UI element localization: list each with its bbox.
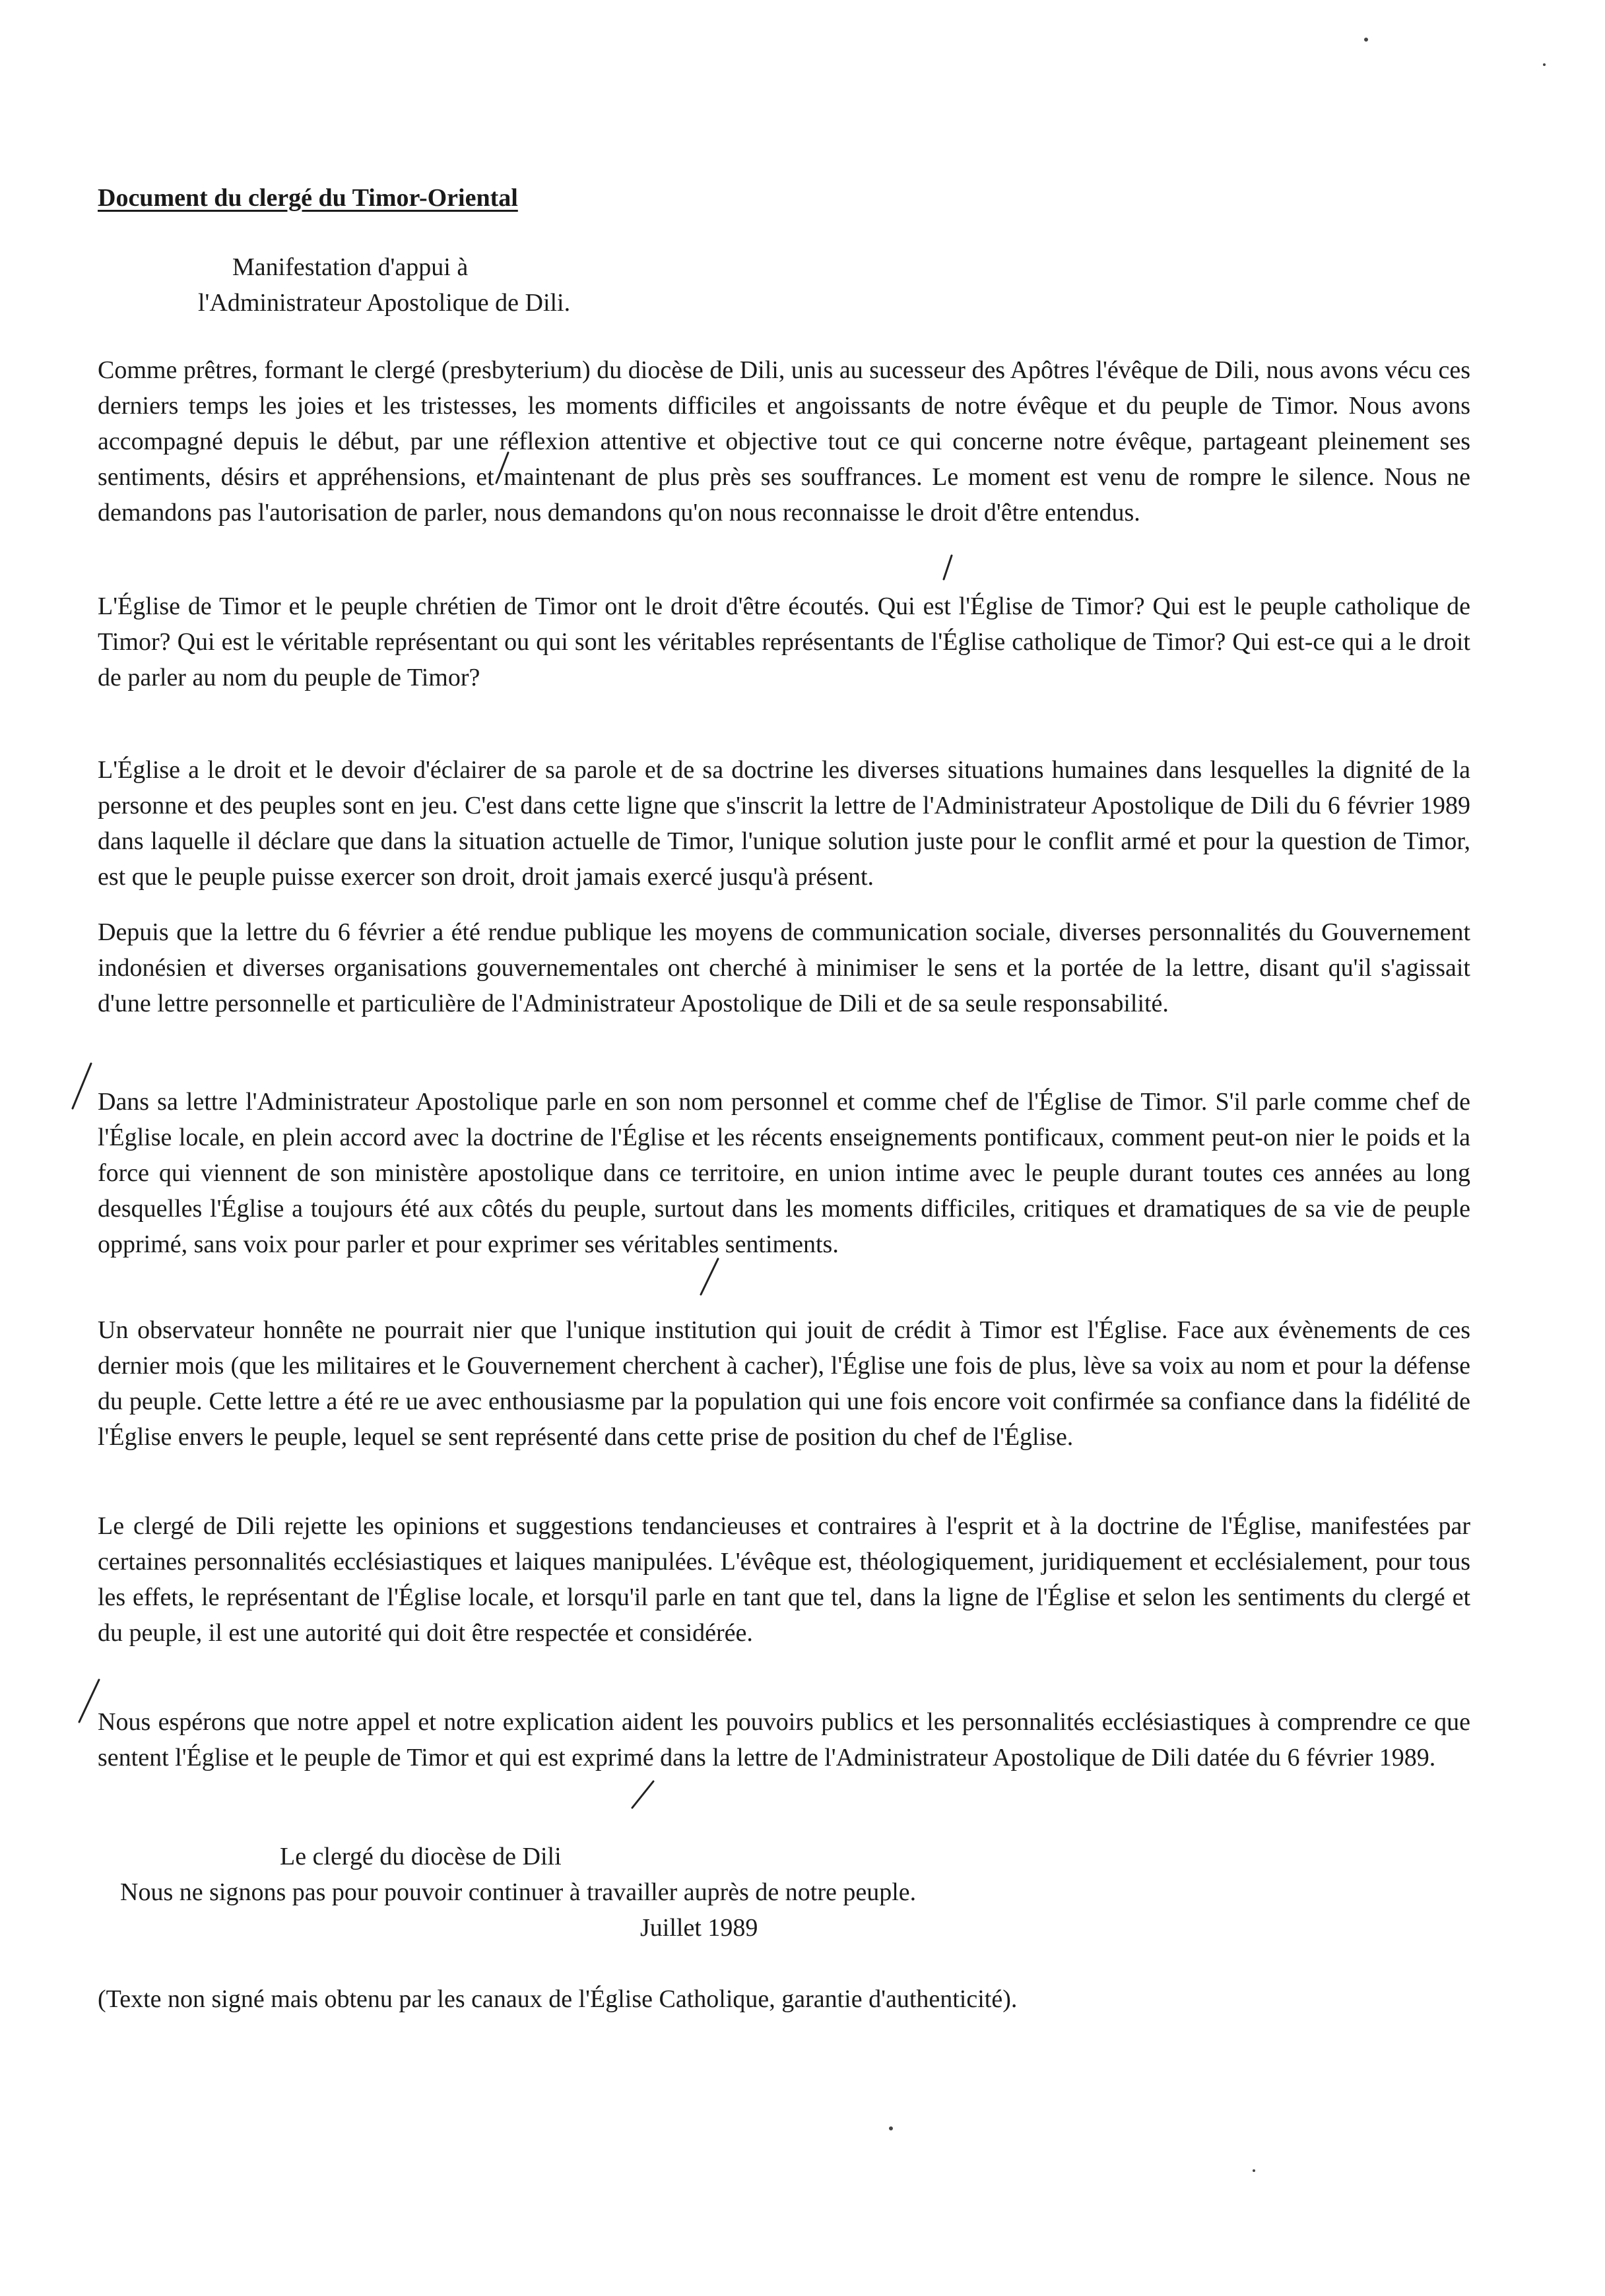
paragraph-5: Dans sa lettre l'Administrateur Apostolique parle en son nom personnel et comme chef de l'Église de Timor. S'il parle comme chef de l'Église locale, en plein accord avec la doctrine de l'Église et les récents enseignements pontificaux, comment peut-on nier le poids et la force qui viennent de son ministère apostolique dans ce territoire, en union intime avec le peuple durant toutes ces années au long desquelles l'Église a toujours été aux côtés du peuple, surtout dans les moments difficiles, critiques et dramatiques de sa vie de peuple opprimé, sans voix pour parler et pour exprimer ses véritables sentiments. [98,1088,1470,1258]
scan-speck [1543,63,1546,66]
paragraph-1: Comme prêtres, formant le clergé (presbyterium) du diocèse de Dili, unis au sucesseur des Apôtres l'évêque de Dili, nous avons vécu ces derniers temps les joies et les tristesses, les moments difficiles et angoissants de notre évêque et du peuple de Timor. Nous avons accompagné depuis le début, par une réflexion attentive et objective tout ce qui concerne notre évêque, partageant pleinement ses sentiments, désirs et appréhensions, et maintenant de plus près ses souffrances. Le moment est venu de rompre le silence. Nous ne demandons pas l'autorisation de parler, nous demandons qu'on nous reconnaisse le droit d'être entendus. [98,356,1470,526]
paragraph-8: Nous espérons que notre appel et notre explication aident les pouvoirs publics et les personnalités ecclésiastiques à comprendre ce que sentent l'Église et le peuple de Timor et qui est exprimé dans la lettre de l'Administrateur Apostolique de Dili datée du 6 février 1989. [98,1708,1470,1771]
paragraph-3: L'Église a le droit et le devoir d'éclairer de sa parole et de sa doctrine les diverses situations humaines dans lesquelles la dignité de la personne et des peuples sont en jeu. C'est dans cette ligne que s'inscrit la lettre de l'Administrateur Apostolique de Dili du 6 février 1989 dans laquelle il déclare que dans la situation actuelle de Timor, l'unique solution juste pour le conflit armé et pour la question de Timor, est que le peuple puisse exercer son droit, droit jamais exercé jusqu'à présent. [98,756,1470,891]
paragraph-2: L'Église de Timor et le peuple chrétien de Timor ont le droit d'être écoutés. Qui est l'Église de Timor? Qui est le peuple catholique de Timor? Qui est le véritable représentant ou qui sont les véritables représentants de l'Église catholique de Timor? Qui est-ce qui a le droit de parler au nom du peuple de Timor? [98,592,1470,691]
paragraph-4: Depuis que la lettre du 6 février a été rendue publique les moyens de communication sociale, diverses personnalités du Gouvernement indonésien et diverses organisations gouvernementales ont cherché à minimiser le sens et la portée de la lettre, disant qu'il s'agissait d'une lettre personnelle et particulière de l'Administrateur Apostolique de Dili et de sa seule responsabilité. [98,918,1470,1017]
paragraph-7: Le clergé de Dili rejette les opinions et suggestions tendancieuses et contraires à l'esprit et à la doctrine de l'Église, manifestées par certaines personnalités ecclésiastiques et laiques manipulées. L'évêque est, théologiquement, juridiquement et ecclésialement, pour tous les effets, le représentant de l'Église locale, et lorsqu'il parle en tant que tel, dans la ligne de l'Église et selon les sentiments du clergé et du peuple, il est une autorité qui doit être respectée et considérée. [98,1512,1470,1647]
signature-line: Le clergé du diocèse de Dili [280,1843,562,1870]
scan-speck [1253,2169,1255,2172]
pen-slash-mark [79,1680,99,1722]
document-heading: Document du clergé du Timor-Oriental [98,184,518,212]
subtitle-line-1: Manifestation d'appui à [232,253,469,281]
subtitle-line-2: l'Administrateur Apostolique de Dili. [198,289,571,317]
pen-slash-mark [632,1781,653,1808]
document-date: Juillet 1989 [640,1914,758,1942]
paragraph-6: Un observateur honnête ne pourrait nier que l'unique institution qui jouit de crédit à Timor est l'Église. Face aux évènements de ces dernier mois (que les militaires et le Gouvernement cherchent à cacher), l'Église une fois de plus, lève sa voix au nom et pour la défense du peuple. Cette lettre a été re ue avec enthousiasme par la population qui une fois encore voit confirmée sa confiance dans la fidélité de l'Église envers le peuple, lequel se sent représenté dans cette prise de position du chef de l'Église. [98,1316,1470,1451]
scan-speck [889,2126,893,2130]
pen-slash-mark [73,1064,91,1108]
pen-slash-mark [701,1259,718,1294]
pen-slash-mark [944,556,952,579]
unsigned-note: Nous ne signons pas pour pouvoir continuer à travailler auprès de notre peuple. [120,1878,917,1906]
scan-speck [1364,38,1368,42]
footnote: (Texte non signé mais obtenu par les canaux de l'Église Catholique, garantie d'authenticité). [98,1985,1018,2013]
